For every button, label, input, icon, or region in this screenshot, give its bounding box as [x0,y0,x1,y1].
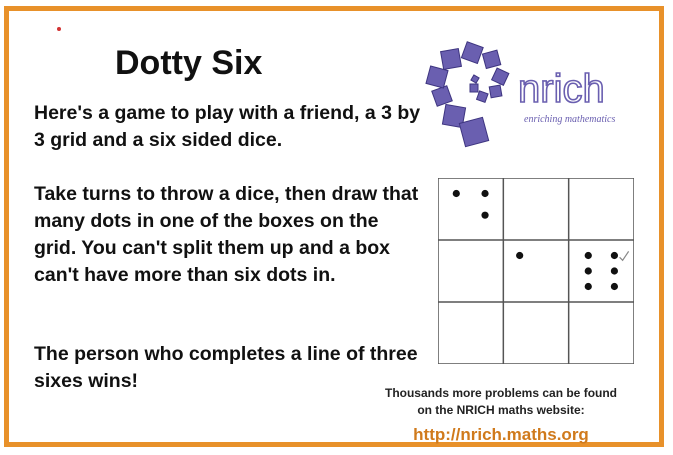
dot [611,252,618,259]
page-title: Dotty Six [115,44,263,82]
nrich-url[interactable]: http://nrich.maths.org [413,425,589,444]
game-grid [438,178,634,364]
dot [611,283,618,290]
logo-tagline: enriching mathematics [524,114,616,125]
intro-text: Here's a game to play with a friend, a 3 by 3 grid and a six sided dice. [34,102,421,151]
win-text: The person who completes a line of three sixes wins! [34,343,418,392]
spiral-squares-icon [426,42,509,147]
more-problems-text [366,385,636,419]
dot [585,252,592,259]
dot [585,283,592,290]
dot [516,252,523,259]
checkmark-icon [620,251,629,260]
nrich-logo [420,40,650,150]
speck [57,27,61,31]
dot [611,267,618,274]
logo-wordmark: nrich [518,67,605,111]
more-line-2: on the NRICH maths website: [417,403,585,417]
dot [481,190,488,197]
dot [585,267,592,274]
rules-text: Take turns to throw a dice, then draw that many dots in one of the boxes on the grid. You can't split them up and a box can't have more than six dots in. [34,183,419,286]
dot [453,190,460,197]
dot [481,212,488,219]
more-line-1: Thousands more problems can be found [384,386,618,400]
